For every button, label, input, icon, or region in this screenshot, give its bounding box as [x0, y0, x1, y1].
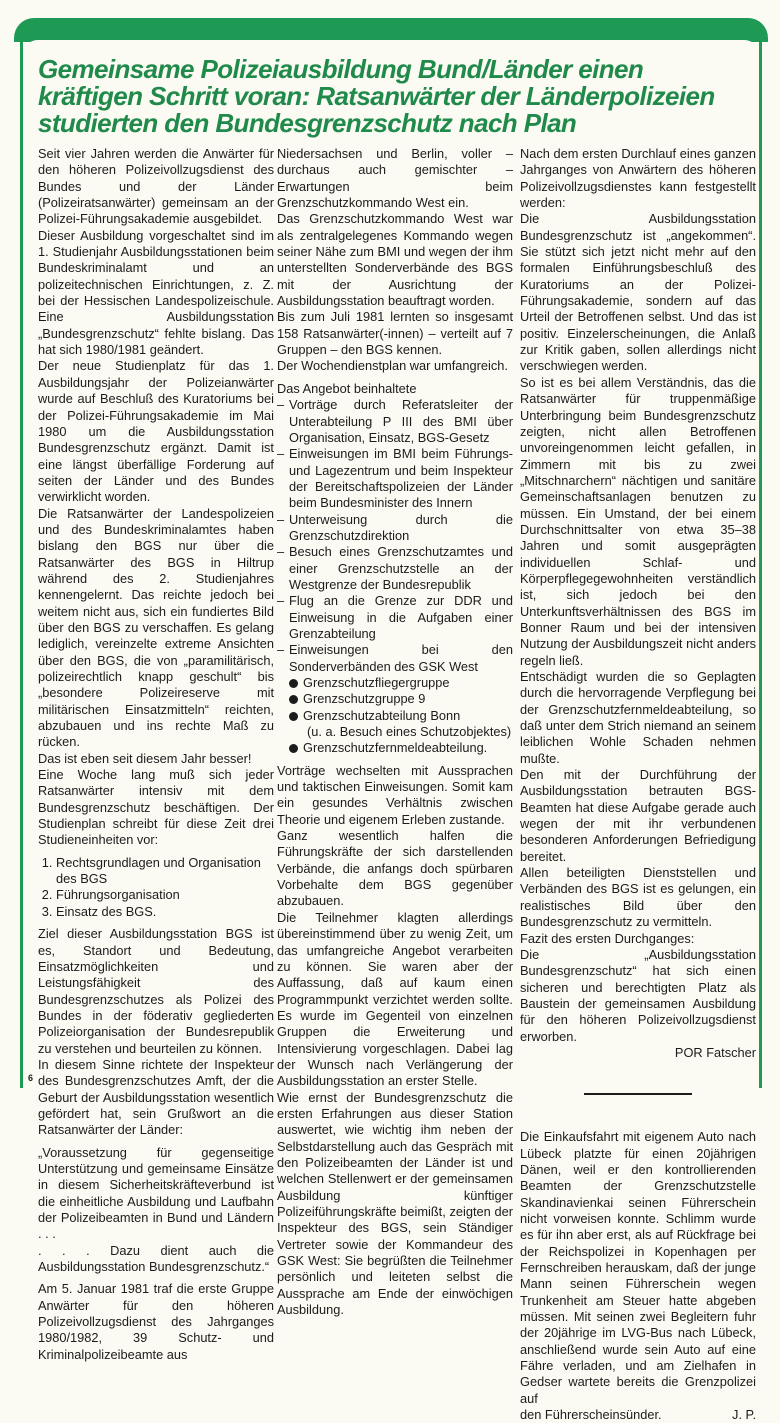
special-units-list	[289, 675, 513, 757]
list-item	[303, 675, 513, 691]
list-item-label: Grenzschutzfernmeldeabteilung.	[303, 740, 488, 756]
paragraph: Fazit des ersten Durchganges:	[520, 930, 695, 946]
list-item: 3. Einsatz des BGS.	[56, 904, 274, 920]
column-3	[520, 146, 756, 1423]
program-list	[277, 397, 513, 675]
paragraph: Der neue Studienplatz für das 1. Ausbildungsjahr der Polizeianwärter wurde auf Beschluß des Kuratoriums bei der Polizei-Führungsakademie im Mai 1980 um die Ausbildungsstation Bundesgrenzschutz ergänzt. Damit ist eine längst überfällige Forderung auf seiten der Länder und des Bundes verwirklicht worden.	[38, 358, 274, 505]
list-item: – Vorträge durch Referatsleiter der Unterabteilung P III des BMI über Organisation, Einsatz, BGS-Gesetz	[289, 397, 513, 446]
paragraph: Der Wochendienstplan war umfangreich.	[277, 358, 508, 374]
green-frame-left	[20, 40, 23, 1088]
paragraph: Das Grenzschutzkommando West war als zentralgelegenes Kommando wegen seiner Nähe zum BMI und wegen der ihm unterstellten Sonderverbände des BGS mit der Ausrichtung der Ausbildungsstation beauftragt worden.	[277, 211, 513, 309]
paragraph: Niedersachsen und Berlin, voller – durchaus auch gemischter – Erwartungen beim Grenzschutzkommando West ein.	[277, 146, 513, 211]
paragraph: Entschädigt wurden die so Geplagten durch die hervorragende Verpflegung bei der Grenzschutzfernmeldeabteilung, so daß unter dem Strich niemand an seinem leiblichen Wohle Schaden nehmen mußte.	[520, 669, 756, 766]
paragraph: Vorträge wechselten mit Aussprachen und taktischen Einweisungen. Somit kam ein gesundes Verhältnis zwischen Theorie und eigenem Erleben zustande.	[277, 762, 513, 827]
list-item: – Unterweisung durch die Grenzschutzdirektion	[289, 512, 513, 545]
news-item: Die Einkaufsfahrt mit eigenem Auto nach Lübeck platzte für einen 20jährigen Dänen, weil er den kontrollierenden Beamten der Grenzschutzstelle Skandinavienkai seinen Führerschein nicht vorweisen konnte. Schlimm wurde es für ihn aber erst, als auf Rückfrage bei der Reichspolizei in Kopenhagen per Fernschreiben herauskam, daß der junge Mann seinen Führerschein wegen Trunkenheit am Steuer hatte abgeben müssen. Mit seinen zwei Begleitern fuhr der 20jährige im LVG-Bus nach Lübeck, anschließend wurde sein Auto auf eine Fähre verladen, und am Zielhafen in Gedser wartete bereits die Grenzpolizei auf	[520, 1129, 756, 1406]
paragraph: Dieser Ausbildung vorgeschaltet sind im 1. Studienjahr Ausbildungsstationen beim Bundeskriminalamt und an polizeitechnischen Einrichtungen, z. Z. bei der Hessischen Landespolizeischule. Eine Ausbildungsstation „Bundesgrenzschutz“ fehlte bislang. Das hat sich 1980/1981 geändert.	[38, 227, 274, 358]
paragraph: Die Teilnehmer klagten allerdings übereinstimmend über zu wenig Zeit, um das umfangreiche Angebot verarbeiten zu können. Sie waren aber der Auffassung, daß auf kaum einen Programmpunkt verzichtet werden sollte. Es wurde im Gegenteil von einzelnen Gruppen die Erweiterung und Intensivierung vorgeschlagen. Dabei lag der Wunsch nach Verlängerung der Ausbildungsstation an erster Stelle.	[277, 909, 513, 1089]
paragraph: So ist es bei allem Verständnis, das die Ratsanwärter für truppenmäßige Unterbringung beim Bundesgrenzschutz zeigten, nicht allen Betroffenen unvoreingenommen leicht gefallen, in Zimmern mit bis zu zwei „Mitschnarchern“ nächtigen und sanitäre Gemeinschaftsanlagen benutzen zu müssen. Ein Umstand, der bei einem Durchschnittsalter von etwa 35–38 Jahren und somit ausgeprägten individuellen Schlaf- und Körperpflegegewohnheiten verständlich ist, sich jedoch bei den Unterkunftsverhältnissen des BGS im Bonner Raum und bei der intensiven Nutzung der Ausbildungszeit nicht anders regeln ließ.	[520, 374, 756, 668]
list-item-label: Grenzschutzfliegergruppe	[303, 675, 450, 690]
column-2	[277, 146, 513, 1318]
article-headline: Gemeinsame Polizeiausbildung Bund/Länder einen kräftigen Schritt voran: Ratsanwärter der Länderpolizeien studierten den Bundesgrenzschutz nach Plan	[38, 54, 715, 138]
paragraph: Wie ernst der Bundesgrenzschutz die ersten Erfahrungen aus dieser Station auswertet, wie wichtig ihm neben der Selbstdarstellung auch das Gespräch mit den Polizeibeamten der Länder ist und welchen Stellenwert er der gemeinsamen Ausbildung künftiger Polizeiführungskräfte beimißt, zeigten der Inspekteur des BGS, sein Ständiger Vertreter sowie der Kommandeur des GSK West: Sie begrüßten die Teilnehmer persönlich und leiteten selbst die Aussprache am Ende der einwöchigen Ausbildung.	[277, 1089, 513, 1318]
paragraph: Das Angebot beinhaltete	[277, 380, 417, 396]
list-item	[303, 740, 513, 756]
paragraph: Ziel dieser Ausbildungsstation BGS ist es, Standort und Bedeutung, Einsatzmöglichkeiten und Leistungsfähigkeit des Bundesgrenzschutzes als Polizei des Bundes in der föderativ gegliederten Polizeiorganisation der Bundesrepublik zu verstehen und beurteilen zu können.	[38, 926, 274, 1056]
paragraph: In diesem Sinne richtete der Inspekteur des Bundesgrenzschutzes Amft, der die Geburt der Ausbildungsstation wesentlich gefördert hat, sein Grußwort an die Ratsanwärter der Länder:	[38, 1056, 274, 1138]
study-units-list	[38, 855, 274, 920]
list-item: 2. Führungsorganisation	[56, 887, 274, 903]
bullet-icon	[289, 679, 298, 688]
list-item-label: Grenzschutzgruppe 9	[303, 691, 426, 707]
list-item	[303, 691, 513, 707]
news-item-end: den Führerscheinsünder.	[520, 1407, 662, 1423]
list-item: 1. Rechtsgrundlagen und Organisation des BGS	[56, 855, 274, 888]
paragraph: Die „Ausbildungsstation Bundesgrenzschutz“ hat sich einen sicheren und berechtigten Platz als Baustein der gemeinsamen Ausbildung für den höheren Polizeivollzugsdienst erworben.	[520, 946, 756, 1044]
paragraph: Am 5. Januar 1981 traf die erste Gruppe Anwärter für den höheren Polizeivollzugsdienst des Jahrganges 1980/1982, 39 Schutz- und Kriminalpolizeibeamte aus	[38, 1281, 274, 1362]
paragraph: Seit vier Jahren werden die Anwärter für den höheren Polizeivollzugsdienst des Bundes und der Länder (Polizeiratsanwärter) gemeinsam an der Polizei-Führungsakademie ausgebildet.	[38, 146, 274, 227]
bullet-icon	[289, 712, 298, 721]
bullet-icon	[289, 744, 298, 753]
paragraph: Bis zum Juli 1981 lernten so insgesamt 158 Ratsanwärter(-innen) – verteilt auf 7 Gruppen – den BGS kennen.	[277, 309, 513, 358]
list-item: – Besuch eines Grenzschutzamtes und einer Grenzschutzstelle an der Westgrenze der Bundesrepublik	[289, 544, 513, 593]
news-item-last-line	[520, 1407, 756, 1423]
paragraph: Eine Woche lang muß sich jeder Ratsanwärter intensiv mit dem Bundesgrenzschutz beschäftigen. Der Studienplan schreibt für diese Zeit drei Studieneinheiten vor:	[38, 767, 274, 848]
green-frame-top	[14, 18, 768, 42]
list-item: – Einweisungen im BMI beim Führungs- und Lagezentrum und beim Inspekteur der Bereitschaftspolizeien der Länder beim Bundesminister des Innern	[289, 446, 513, 511]
paragraph: Das ist eben seit diesem Jahr besser!	[38, 750, 252, 766]
paragraph: Den mit der Durchführung der Ausbildungsstation betrauten BGS-Beamten hat diese Aufgabe gerade auch wegen der mit ihr verbundenen besonderen Anforderungen Befriedigung bereitet.	[520, 767, 756, 864]
list-item-note: (u. a. Besuch eines Schutzobjektes)	[307, 724, 512, 740]
quote: . . . Dazu dient auch die Ausbildungsstation Bundesgrenzschutz.“	[38, 1242, 274, 1275]
list-item-label: Grenzschutzabteilung Bonn	[303, 707, 461, 723]
paragraph: Die Ratsanwärter der Landespolizeien und des Bundeskriminalamtes haben bislang den BGS nur über die Ratsanwärter des BGS in Hiltrup während des 2. Studienjahres kennengelernt. Das reichte jedoch bei weitem nicht aus, sich ein fundiertes Bild über den BGS zu verschaffen. Es gelang lediglich, vereinzelte extreme Ansichten über den BGS, die von „paramilitärisch, polizeirechtlich knapp geschult“ bis „besondere Polizeireserve mit militärischen Einsatzmitteln“ reichten, abzubauen und ins rechte Maß zu rücken.	[38, 505, 274, 750]
column-1	[38, 146, 274, 1363]
author-signature: POR Fatscher	[674, 1044, 756, 1060]
list-item	[303, 708, 513, 741]
paragraph: Nach dem ersten Durchlauf eines ganzen Jahrganges von Anwärtern des höheren Polizeivollzugsdienstes kann festgestellt werden:	[520, 146, 756, 211]
green-frame-right	[759, 40, 762, 1088]
paragraph: Allen beteiligten Dienststellen und Verbänden des BGS ist es gelungen, ein realistisches Bild über den Bundesgrenzschutz zu vermitteln.	[520, 865, 756, 930]
page-number: 6	[28, 1073, 34, 1083]
news-signature: J. P.	[732, 1407, 756, 1423]
bullet-icon	[289, 695, 298, 704]
quote: „Voraussetzung für gegenseitige Unterstützung und gemeinsame Einsätze in diesem Sicherheitskräfteverbund ist die einheitliche Ausbildung und Laufbahn der Polizeibeamten in Bund und Ländern . . .	[38, 1144, 274, 1242]
list-item: – Flug an die Grenze zur DDR und Einweisung in die Aufgaben einer Grenzabteilung	[289, 593, 513, 642]
paragraph: Ganz wesentlich halfen die Führungskräfte der sich darstellenden Verbände, die anfangs doch spürbaren Vorbehalte dem BGS gegenüber abzubauen.	[277, 828, 513, 909]
list-item: – Einweisungen bei den Sonderverbänden des GSK West	[289, 642, 513, 675]
paragraph: Die Ausbildungsstation Bundesgrenzschutz ist „angekommen“. Sie stützt sich jetzt nicht mehr auf den formalen Einführungsbeschluß des Kuratoriums an der Polizei-Führungsakademie, sondern auf das Urteil der Betroffenen selbst. Und das ist positiv. Einzelerscheinungen, die Anlaß zur Kritik gaben, sollen allerdings nicht verschwiegen werden.	[520, 211, 756, 374]
section-divider	[584, 1093, 692, 1095]
